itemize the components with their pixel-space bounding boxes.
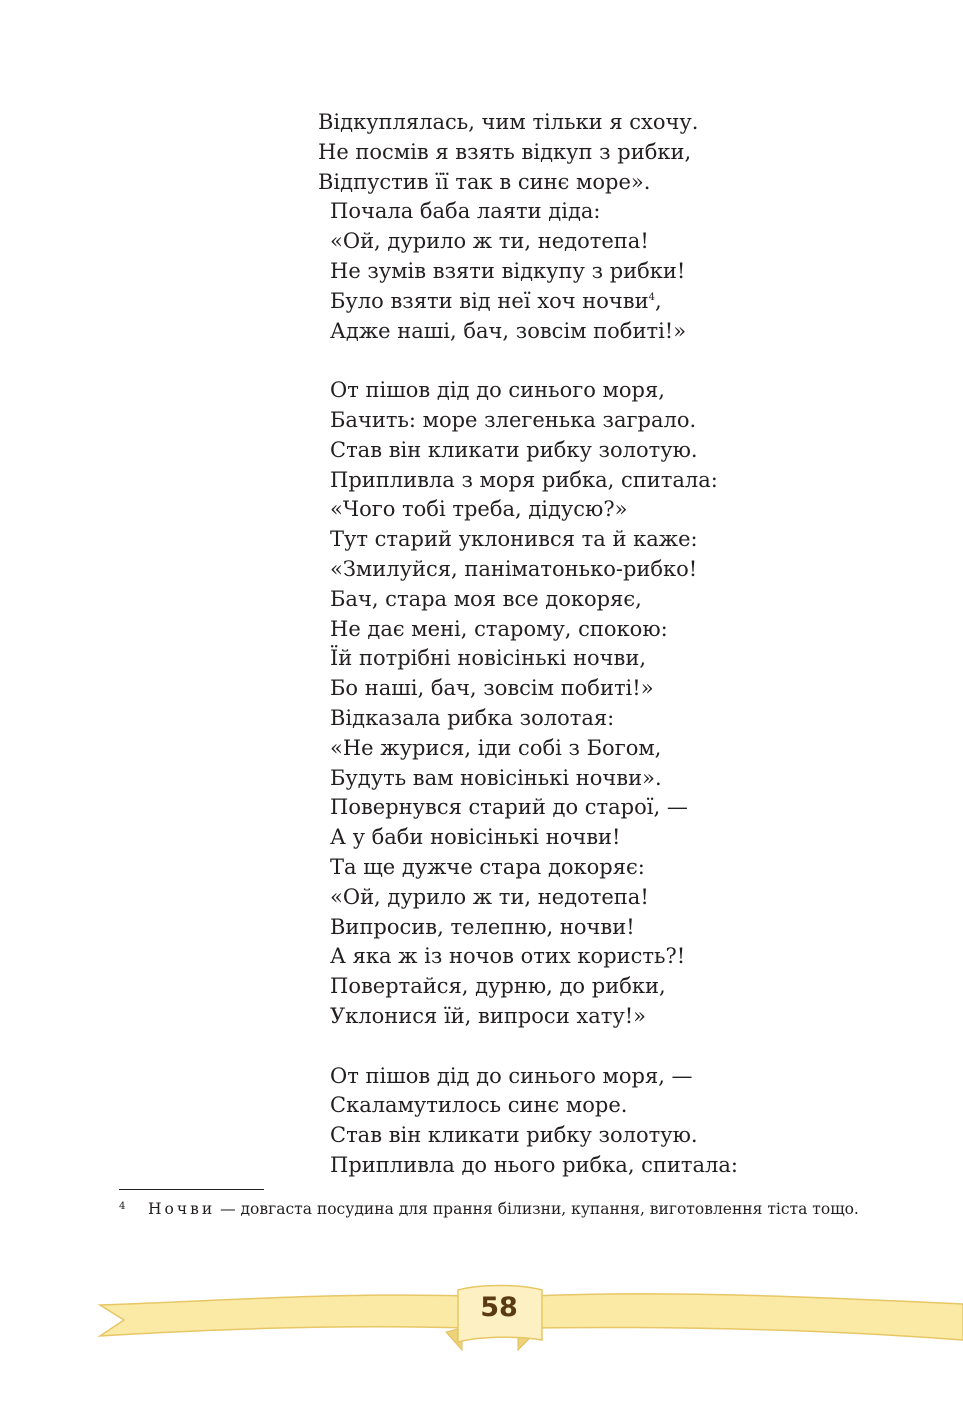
poem-line-text: Уклонися їй, випроси хату!» <box>330 1003 646 1028</box>
poem-line-text: А у баби новісінькі ночви! <box>330 825 621 850</box>
poem-line <box>330 674 963 704</box>
poem-line-punctuation: , <box>654 288 662 313</box>
poem-line <box>330 287 963 317</box>
poem-line-text: Та ще дужче стара докоряє: <box>330 854 645 879</box>
poem-line <box>330 585 963 615</box>
ribbon-right-band <box>530 1294 963 1340</box>
poem-line <box>330 972 963 1002</box>
poem-line-text: Відпустив її так в синє море». <box>318 169 651 194</box>
poem-line-text: Бач, стара моя все докоряє, <box>330 586 642 611</box>
poem-line-text: Припливла з моря рибка, спитала: <box>330 467 718 492</box>
poem-line <box>318 108 963 138</box>
poem-line-text: Припливла до нього рибка, спитала: <box>330 1152 738 1177</box>
poem-line-text: Бо наші, бач, зовсім побиті!» <box>330 676 654 701</box>
stanza-break <box>330 346 963 376</box>
poem-line <box>330 942 963 972</box>
footnote-text <box>148 1197 889 1221</box>
poem-line-text: Повертайся, дурню, до рибки, <box>330 974 666 999</box>
poem-line <box>330 734 963 764</box>
poem-line <box>330 883 963 913</box>
poem-line-text: От пішов дід до синього моря, — <box>330 1063 693 1088</box>
poem-line <box>330 764 963 794</box>
poem-line <box>330 644 963 674</box>
footnote-ref[interactable]: 4 <box>648 291 655 303</box>
footnote-term: Ночви <box>148 1200 216 1218</box>
poem-line <box>330 436 963 466</box>
poem-line <box>330 1091 963 1121</box>
poem-line <box>330 197 963 227</box>
poem-line <box>330 1062 963 1092</box>
poem-line-text: Будуть вам новісінькі ночви». <box>330 765 662 790</box>
stanza-break <box>330 1032 963 1062</box>
poem-line <box>330 257 963 287</box>
poem-line-text: Тут старий уклонився та й каже: <box>330 527 698 552</box>
footnote-definition: — довгаста посудина для прання білизни, купання, виготовлення тіста тощо. <box>215 1200 859 1218</box>
poem-line <box>330 793 963 823</box>
poem-line <box>330 1121 963 1151</box>
poem-line-text: Не дає мені, старому, спокою: <box>330 616 668 641</box>
poem-line-text: Став він кликати рибку золотую. <box>330 1123 698 1148</box>
poem-line-text: Відказала рибка золотая: <box>330 705 615 730</box>
poem-line-text: «Чого тобі треба, дідусю?» <box>330 497 628 522</box>
poem-line <box>330 913 963 943</box>
poem-line-text: Не посмів я взять відкуп з рибки, <box>318 139 692 164</box>
poem-line <box>330 495 963 525</box>
poem-line <box>330 227 963 257</box>
poem-line <box>330 406 963 436</box>
poem-line-text: Випросив, телепню, ночви! <box>330 914 635 939</box>
footnote <box>119 1197 889 1221</box>
poem-line-text: Повернувся старий до старої, — <box>330 795 688 820</box>
poem-line-text: Відкуплялась, чим тільки я схочу. <box>318 110 699 134</box>
poem-line <box>318 138 963 168</box>
page-number: 58 <box>480 1292 518 1323</box>
poem-line <box>330 317 963 347</box>
poem-line-text: «Ой, дурило ж ти, недотепа! <box>330 884 649 909</box>
poem-line-text: Скаламутилось синє море. <box>330 1093 628 1118</box>
poem-line-text: А яка ж із ночов отих користь?! <box>330 944 686 969</box>
poem-line <box>330 376 963 406</box>
footnote-number: 4 <box>119 1201 126 1212</box>
poem-line <box>330 704 963 734</box>
poem-line <box>330 1002 963 1032</box>
poem-text <box>0 108 963 1181</box>
poem-line <box>330 466 963 496</box>
poem-line <box>330 555 963 585</box>
poem-line-text: «Змилуйся, паніматонько-рибко! <box>330 556 698 581</box>
poem-line <box>318 168 963 198</box>
poem-line <box>330 1151 963 1181</box>
poem-line-text: «Ой, дурило ж ти, недотепа! <box>330 229 649 254</box>
poem-line-text: «Не журися, іди собі з Богом, <box>330 735 662 760</box>
poem-line-text: Почала баба лаяти діда: <box>330 199 601 224</box>
poem-line-text: Їй потрібні новісінькі ночви, <box>330 646 647 671</box>
poem-line-text: Адже наші, бач, зовсім побиті!» <box>330 318 687 343</box>
poem-line-text: Було взяти від неї хоч ночви <box>330 288 649 313</box>
poem-line-text: Бачить: море злегенька заграло. <box>330 407 697 432</box>
footnote-divider <box>119 1189 264 1190</box>
ribbon-left-band <box>100 1295 468 1336</box>
poem-line-text: Став він кликати рибку золотую. <box>330 437 698 462</box>
poem-line <box>330 525 963 555</box>
poem-line-text: От пішов дід до синього моря, <box>330 378 665 403</box>
poem-line-text: Не зумів взяти відкупу з рибки! <box>330 258 686 283</box>
poem-line <box>330 615 963 645</box>
poem-line <box>330 853 963 883</box>
poem-line <box>330 823 963 853</box>
